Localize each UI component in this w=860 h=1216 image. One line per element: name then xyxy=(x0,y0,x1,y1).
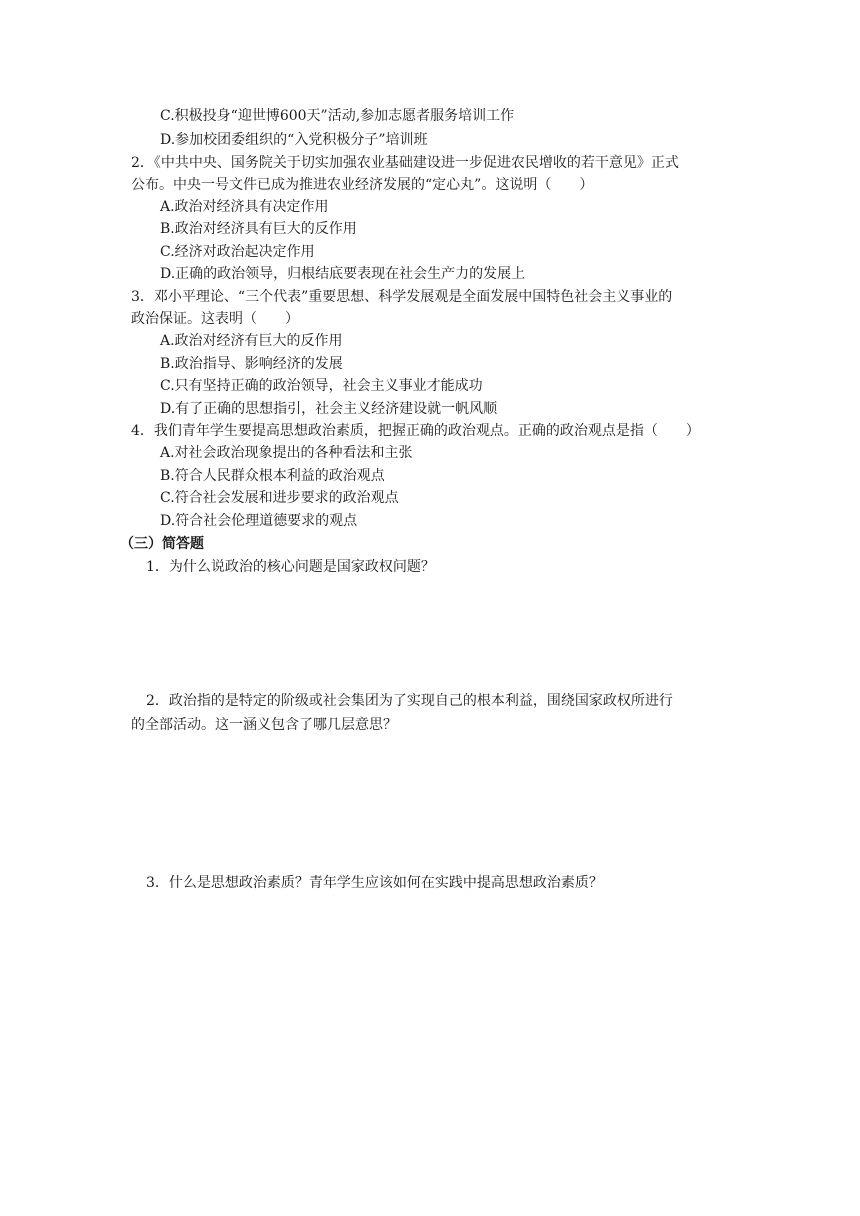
question-2-text-cont: 公布。中央一号文件已成为推进农业经济发展的“定心丸”。这说明（ ） xyxy=(131,177,594,193)
section-heading: （三）简答题 xyxy=(120,536,204,552)
question-4-option-c: C.符合社会发展和进步要求的政治观点 xyxy=(160,490,399,506)
question-4-text: 4．我们青年学生要提高思想政治素质，把握正确的政治观点。正确的政治观点是指（ ） xyxy=(131,423,700,439)
question-2-option-d: D.正确的政治领导，归根结底要表现在社会生产力的发展上 xyxy=(160,266,526,282)
short-answer-2: 2．政治指的是特定的阶级或社会集团为了实现自己的根本利益，围绕国家政权所进行 xyxy=(146,693,673,709)
option-d-previous: D.参加校团委组织的“入党积极分子”培训班 xyxy=(160,132,428,148)
short-answer-2-cont: 的全部活动。这一涵义包含了哪几层意思？ xyxy=(131,717,397,733)
option-c-previous: C.积极投身“迎世博600天”活动,参加志愿者服务培训工作 xyxy=(160,108,515,124)
question-2-option-a: A.政治对经济具有决定作用 xyxy=(160,199,329,215)
question-4-option-a: A.对社会政治现象提出的各种看法和主张 xyxy=(160,445,413,461)
question-4-option-d: D.符合社会伦理道德要求的观点 xyxy=(160,513,358,529)
question-2-option-c: C.经济对政治起决定作用 xyxy=(160,244,315,260)
question-4-option-b: B.符合人民群众根本利益的政治观点 xyxy=(160,468,385,484)
question-2-text: 2．《中共中央、国务院关于切实加强农业基础建设进一步促进农民增收的若干意见》正式 xyxy=(131,155,679,171)
short-answer-1: 1．为什么说政治的核心问题是国家政权问题？ xyxy=(146,559,435,575)
question-3-option-d: D.有了正确的思想指引，社会主义经济建设就一帆风顺 xyxy=(160,401,498,417)
question-3-option-b: B.政治指导、影响经济的发展 xyxy=(160,356,343,372)
question-2-option-b: B.政治对经济具有巨大的反作用 xyxy=(160,221,357,237)
question-3-option-a: A.政治对经济有巨大的反作用 xyxy=(160,333,343,349)
question-3-option-c: C.只有坚持正确的政治领导，社会主义事业才能成功 xyxy=(160,378,483,394)
question-3-text-cont: 政治保证。这表明（ ） xyxy=(131,311,299,327)
short-answer-3: 3．什么是思想政治素质？青年学生应该如何在实践中提高思想政治素质？ xyxy=(146,875,603,891)
question-3-text: 3．邓小平理论、“三个代表”重要思想、科学发展观是全面发展中国特色社会主义事业的 xyxy=(131,289,673,305)
